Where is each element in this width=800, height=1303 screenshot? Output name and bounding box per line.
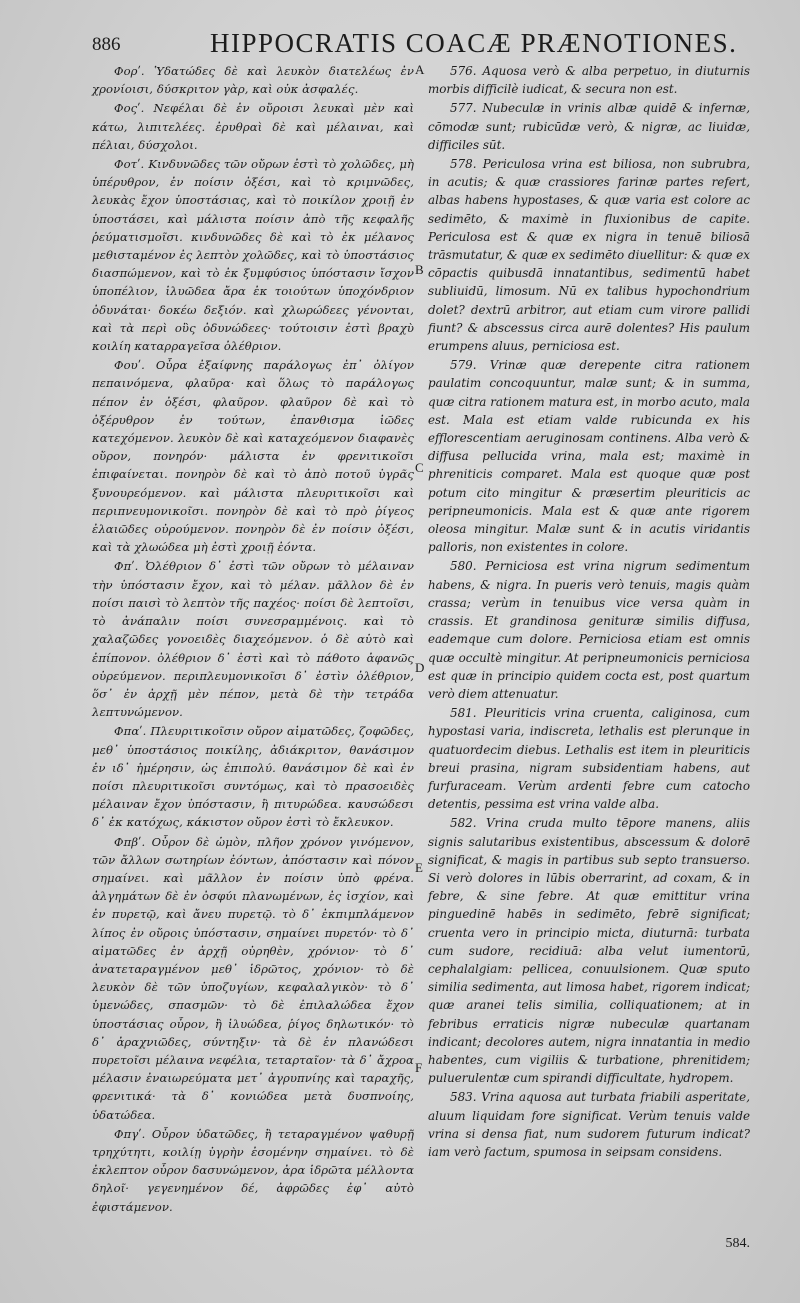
greek-paragraph: Φοςʹ. Νεφέλαι δὲ ἐν οὔροισι λευκαὶ μὲν καὶ κάτω, λιπιτελέες. ἐρυθραὶ δὲ καὶ μέλαιναι, καὶ πέλιαι, δύσχολοι. (92, 101, 414, 152)
margin-letter: C (415, 460, 424, 475)
greek-paragraph: Φορʹ. Ὑδατώδες δὲ καὶ λευκὸν διατελέως ἐν χρονίοισι, δύσκριτον γὰρ, καὶ οὐκ ἀσφαλές. (92, 64, 414, 97)
page-number: 886 (92, 34, 121, 55)
latin-paragraph: 583. Vrina aquosa aut turbata friabili asperitate, aluum liquidam fore significat. Verùm tenuis valde vrina si densa fiat, num sudorem futurum indicat? iam verò factum, spumosa in seipsam considens. (428, 1090, 750, 1159)
latin-paragraph: 582. Vrina cruda multo tēpore manens, aliis signis salutaribus existentibus, abscessum & dolorē significat, & magis in partibus sub septo transuerso. Si verò dolores in lūbis oberrarint, ad coxam, & in febre, & sine febre. At quæ emittitur vrina pinguedinē habēs in sedimēto, febrē significat; cruenta vero in principio micta, diuturnā: turbata cum sudore, recidiuā: alba velut iumentorū, cephalalgiam: pellicea, conuulsionem. Quæ sputo similia sedimenta, aut limosa habet, rigorem indicat; quæ aranei telis similia, colliquationem; at in febribus erraticis nigræ nubeculæ quartanam indicant; decolores autem, nigra innatantia in medio habentes, cum vigiliis & turbatione, phrenitidem; puluerulentæ cum spirandi difficultate, hydropem. (428, 816, 750, 1086)
latin-paragraph: 581. Pleuriticis vrina cruenta, caliginosa, cum hypostasi varia, indiscreta, lethalis est plerunque in quatuordecim diebus. Lethalis est item in pleuriticis breui prasina, nigram subsidentiam habens, aut furfuraceam. Verùm ardenti febre cum catocho detentis, pessima est vrina valde alba. (428, 706, 750, 812)
margin-letter: B (415, 262, 424, 277)
running-title: HIPPOCRATIS COACÆ PRÆNOTIONES. (210, 28, 738, 58)
margin-letter: F (415, 1060, 423, 1075)
page-header (92, 24, 740, 60)
latin-paragraph: 579. Vrinæ quæ derepente citra rationem paulatim concoquuntur, malæ sunt; & in summa, quæ citra rationem matura est, in morbo acuto, mala est. Mala est etiam valde rubicunda ex his efflorescentiam aeruginosam continens. Alba verò & diffusa pellucida vrina, mala est; maximè in phreniticis comparet. Mala est quoque quæ post potum cito mingitur & præsertim pleuriticis ac peripneumonicis. Mala est & quæ ante rigorem oleosa mingitur. Malæ sunt & in acutis viridantis palloris, non existentes in colore. (428, 358, 750, 555)
greek-paragraph: Φπβʹ. Οὖρον δὲ ὠμὸν, πλῆον χρόνον γινόμενον, τῶν ἄλλων σωτηρίων ἐόντων, ἀπόστασιν καὶ πόνον σημαίνει. καὶ μᾶλλον ἐν ποίσιν ὑπὸ φρένα. ἀλγημάτων δὲ ἐν ὀσφύι πλανωμένων, ἐς ἰσχίον, καὶ ἐν πυρετῷ, καὶ ἄνευ πυρετῷ. τὸ δ᾽ ἐκπιμπλάμενον λίπος ἐν οὔροις ὑπόστασιν, σημαίνει πυρετόν· τὸ δ᾽ αἱματῶδες ἐν ἀρχῇ οὐρηθὲν, χρόνιον· τὸ δ᾽ ἀνατεταραγμένον μεθ᾽ ἱδρῶτος, χρόνιον· τὸ δὲ λευκὸν δὲ τῶν ὑποζυγίων, κεφαλαλγικὸν· τὸ δ᾽ ὑμενώδες, σπασμῶν· τὸ δὲ ἐπιλαλώδεα ἔχον ὑποστάσιας οὖρον, ἢ ἰλυώδεα, ῥίγος δηλωτικόν· τὸ δ᾽ ἀραχνιῶδες, σύντηξιν· τὰ δὲ ἐν πλανώδεσι πυρετοῖσι μέλαινα νεφέλια, τεταρταῖον· τὰ δ᾽ ἄχροα μέλασιν ἐναιωρεύματα μετ᾽ ἀγρυπνίης καὶ ταραχῆς, φρενιτικά· τὰ δ᾽ κονιώδεα μετὰ δυσπνοίης, ὑδατώδεα. (92, 834, 414, 1122)
margin-letter: A (415, 62, 425, 77)
greek-paragraph: Φπγʹ. Οὖρον ὑδατῶδες, ἢ τεταραγμένον ψαθυρῇ τρηχύτητι, κοιλίῃ ὑγρὴν ἐσομένην σημαίνει. τὸ δὲ ἐκλεπτον οὖρον δασυνώμενον, ἀρα ἱδρῶτα μέλλοντα δηλοῖ· γεγενημένον δέ, ἀφρῶδες ἐφ᾽ αὐτὸ ἐφιστάμενον. (92, 1126, 414, 1214)
margin-letter: D (415, 660, 425, 675)
latin-paragraph: 578. Periculosa vrina est biliosa, non subrubra, in acutis; & quæ crassiores farinæ partes refert, albas habens hypostases, & quæ varia est colore ac sedimēto, & maximè in fluxionibus de capite. Periculosa est & quæ ex nigra in tenuē biliosā trāsmutatur, & quæ ex sedimēto diuellitur: & quæ ex cōpactis quibusdā innatantibus, sedimentū habet subliuidū, limosum. Nū ex talibus hypochondrium dolet? dextrū arbitror, aut etiam cum virore pallidi fiunt? & abscessus circa aurē dolentes? His paulum erumpens aluus, perniciosa est. (428, 157, 750, 354)
greek-paragraph: Φουʹ. Οὖρα ἐξαίφνης παράλογως ἐπ᾽ ὀλίγον πεπαινόμενα, φλαῦρα· καὶ ὅλως τὸ παράλογως πέπον ἐν ὀξέσι, φλαῦρον. φλαῦρον δὲ καὶ τὸ ὀξέρυθρον ἐν τούτων, ἐπανθισμα ἰῶδες κατεχόμενον. λευκὸν δὲ καὶ καταχεόμενον διαφανὲς οὔρον, πονηρόν· μάλιστα ἐν φρενιτικοῖσι ἐπιφαίνεται. πονηρὸν δὲ καὶ τὸ ἀπὸ ποτοῦ ὑγρᾶς ξυνουρεόμενον. καὶ μάλιστα πλευριτικοῖσι καὶ περιπνευμονικοῖσι. πονηρὸν δὲ καὶ τὸ πρὸ ῥίγεος ἐλαιῶδες οὐρούμενον. πονηρὸν δὲ ἐν ποίσιν ὀξέσι, καὶ τὰ χλωώδεα μὴ ἐστὶ χροιῇ ἐόντα. (92, 358, 414, 555)
greek-paragraph: Φπαʹ. Πλευριτικοῖσιν οὔρον αἱματῶδες, ζοφῶδες, μεθ᾽ ὑποστάσιος ποικίλης, ἀδιάκριτον, θανάσιμον ἐν ιδ᾽ ἡμέρησιν, ὡς ἐπιπολύ. θανάσιμον δὲ καὶ ἐν ποίσι πλευριτικοῖσι συντόμως, καὶ τὸ πρασοειδὲς μέλαιναν ἔχον ὑπόστασιν, ἢ πιτυρώδεα. καυσώδεσι δ᾽ ἐκ κατόχως, κάκιστον οὔρον ἐστὶ τὸ ἔκλευκον. (92, 724, 414, 830)
latin-paragraph: 576. Aquosa verò & alba perpetuo, in diuturnis morbis difficilè iudicat, & secura non est. (428, 64, 750, 97)
latin-text-column (428, 62, 750, 1161)
margin-letter: E (415, 860, 423, 875)
latin-paragraph: 580. Perniciosa est vrina nigrum sedimentum habens, & nigra. In pueris verò tenuis, magis quàm crassa; verùm in tenuibus vice versa quàm in crassis. Et grandinosa genituræ similis diffusa, eademque cum dolore. Perniciosa etiam est omnis quæ occultè mingitur. At peripneumonicis perniciosa est quæ in principio quidem cocta est, post quartum verò diem attenuatur. (428, 559, 750, 701)
greek-paragraph: Φπʹ. Ὀλέθριον δ᾽ ἐστὶ τῶν οὔρων τὸ μέλαιναν τὴν ὑπόστασιν ἔχον, καὶ τὸ μέλαν. μᾶλλον δὲ ἐν ποίσι παισὶ τὸ λεπτὸν τῆς παχέος· ποίσι δὲ λεπτοῖσι, τὸ ἀνάπαλιν ποίσι συνεσραμμένοις. καὶ τὸ χαλαζῶδες γονοειδὲς διαχεόμενον. ὁ δὲ αὐτὸ καὶ ἐπίπονον. ὀλέθριον δ᾽ ἐστὶ καὶ τὸ πάθοτο ἀφανῶς οὐρεύμενον. περιπλευμονικοῖσι δ᾽ ἐστὶν ὀλέθριον, ὅσ᾽ ἐν ἀρχῇ μὲν πέπον, μετὰ δὲ τὴν τετράδα λεπτυνώμενον. (92, 559, 414, 720)
greek-paragraph: Φοτʹ. Κινδυνῶδες τῶν οὔρων ἐστὶ τὸ χολῶδες, μὴ ὑπέρυθρον, ἐν ποίσιν ὀξέσι, καὶ τὸ κριμνῶδες, λευκὰς ἔχον ὑποστάσιας, καὶ τὸ ποικίλον χροιῇ ἐν ὑποστάσει, καὶ μάλιστα ποίσιν ἀπὸ τῆς κεφαλῆς ῥεύματισμοῖσι. κινδυνῶδες δὲ καὶ τὸ ἐκ μέλανος μεθισταμένον ἐς λεπτὸν χολῶδες, καὶ τὸ ὑποστάσιος διασπώμενον, καὶ τὸ ἐκ ξυμφύσιος ὑπόστασιν ἴσχον ὑποπέλιον, ἰλυῶδεα ἄρα ἐκ τοιούτων ὑποχόνδριον ὀδυνάται· δοκέω δεξιόν. καὶ χλωρώδεες γένονται, καὶ τὰ περὶ οὓς ὀδυνώδεες· τούτοισιν ἐστὶ βραχὺ κοιλίη καταρραγεῖσα ὀλέθριον. (92, 157, 414, 354)
latin-paragraph: 577. Nubeculæ in vrinis albæ quidē & infernæ, cōmodæ sunt; rubicūdæ verò, & nigræ, ac liuidæ, difficiles sūt. (428, 101, 750, 152)
catchword: 584. (725, 1236, 750, 1251)
greek-text-column (92, 62, 414, 1216)
